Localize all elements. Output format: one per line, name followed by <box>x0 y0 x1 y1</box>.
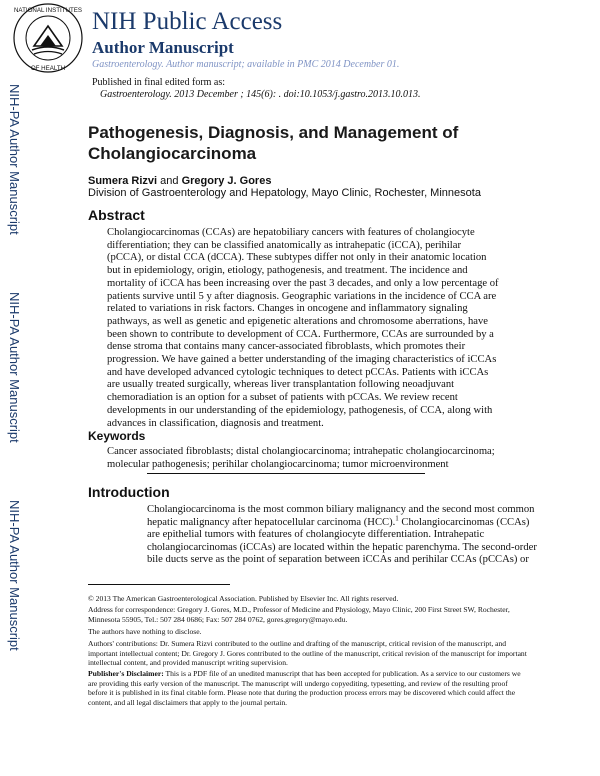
article-title: Pathogenesis, Diagnosis, and Management of Cholangiocarcinoma <box>88 123 459 163</box>
keywords-divider <box>147 473 425 474</box>
reference-marker[interactable]: 1 <box>395 513 399 522</box>
author-name: Gregory J. Gores <box>181 175 272 187</box>
publisher-disclaimer: Publisher's Disclaimer: This is a PDF file of an unedited manuscript that has been accepted for publication. As a service to our customers we are providing this early version of the manuscript. The manuscript will undergo copyediting, typesetting, and review of the resulting proof before it is published in its final citable form. Please note that during the production process errors may be discovered which could affect the content, and all legal disclaimers that apply to the journal pertain. <box>88 669 521 707</box>
author-name: Sumera Rizvi <box>88 175 158 187</box>
keywords-heading: Keywords <box>88 429 146 443</box>
author-manuscript-label: Author Manuscript <box>92 38 234 57</box>
copyright-note: © 2013 The American Gastroenterological Association. Published by Elsevier Inc. All rights reserved. <box>88 594 399 603</box>
nih-seal-logo <box>12 2 84 74</box>
journal-availability-line: Gastroenterology. Author manuscript; available in PMC 2014 December 01. <box>92 59 400 70</box>
published-label: Published in final edited form as: <box>92 77 226 88</box>
disclosure-note: The authors have nothing to disclose. <box>88 627 202 636</box>
svg-text:NATIONAL INSTITUTES: NATIONAL INSTITUTES <box>13 7 83 14</box>
keywords-text: Cancer associated fibroblasts; distal cholangiocarcinoma; intrahepatic cholangiocarcinoma; molecular pathogenesis; perihilar cholangiocarcinoma; tumor microenvironment <box>107 446 495 470</box>
side-label-bottom: NIH-PA Author Manuscript <box>7 500 22 651</box>
abstract-heading: Abstract <box>88 207 145 223</box>
introduction-text: Cholangiocarcinoma is the most common biliary malignancy and the second most common hepatic malignancy after hepatocellular carcinoma (HCC).$^1$ Cholangiocarcinomas (CCAs) are epithelial tumors with features of cholangiocyte differentiation. Intrahepatic cholangiocarcinomas (iCCAs) are located within the hepatic parenchyma. The second-order bile ducts serve as the point of separation between iCCAs and perihilar CCAs (pCCAs) or <box>147 504 537 565</box>
footnote-divider <box>88 584 230 585</box>
introduction-heading: Introduction <box>88 484 170 500</box>
contributions-note: Authors' contributions: Dr. Sumera Rizvi contributed to the outline and drafting of the manuscript, critical revision of the manuscript, and important intellectual content; Dr. Gregory J. Gores contributed to the outline of the manuscript, critical revision of the manuscript for important intellectual content, and provided manuscript writing supervision. <box>88 639 527 668</box>
affiliation: Division of Gastroenterology and Hepatology, Mayo Clinic, Rochester, Minnesota <box>88 187 481 199</box>
svg-text:OF HEALTH: OF HEALTH <box>30 65 66 72</box>
author-joiner: and <box>160 175 179 187</box>
side-label-top: NIH-PA Author Manuscript <box>7 84 22 235</box>
abstract-text: Cholangiocarcinomas (CCAs) are hepatobiliary cancers with features of cholangiocyte differentiation; they can be classified anatomically as intrahepatic (iCCA), perihilar (pCCA), or distal CCA (dCCA). These subtypes differ not only in their anatomic location but in epidemiology, origin, etiology, pathogenesis, and treatment. The incidence and mortality of iCCA has been increasing over the past 3 decades, and only a low percentage of patients survive until 5 y after diagnosis. Geographic variations in the incidence of CCA are related to variations in risk factors. Changes in oncogene and inflammatory signaling pathways, as well as genetic and epigenetic alterations and chromosome aberrations, have been shown to contribute to development of CCA. Furthermore, CCAs are surrounded by a dense stroma that contains many cancer-associated fibroblasts, which promotes their progression. We have gained a better understanding of the imaging characteristics of iCCAs and have developed advanced cytologic techniques to detect pCCAs. Patients with iCCAs are usually treated surgically, whereas liver transplantation following neoadjuvant chemoradiation is an option for a subset of patients with pCCAs. We review recent developments in our understanding of the epidemiology, pathogenesis, of CCA, along with advances in classification, diagnosis and treatment. <box>107 227 499 429</box>
citation-line: Gastroenterology. 2013 December ; 145(6): . doi:10.1053/j.gastro.2013.10.013. <box>100 89 421 100</box>
nih-public-access-title: NIH Public Access <box>92 8 283 35</box>
side-label-middle: NIH-PA Author Manuscript <box>7 292 22 443</box>
correspondence-note: Address for correspondence: Gregory J. Gores, M.D., Professor of Medicine and Physiology, Mayo Clinic, 200 First Street SW, Rochester, Minnesota 55905, Tel.: 507 284 0686; Fax: 507 284 0762, gores.gregory@mayo.edu. <box>88 605 510 624</box>
